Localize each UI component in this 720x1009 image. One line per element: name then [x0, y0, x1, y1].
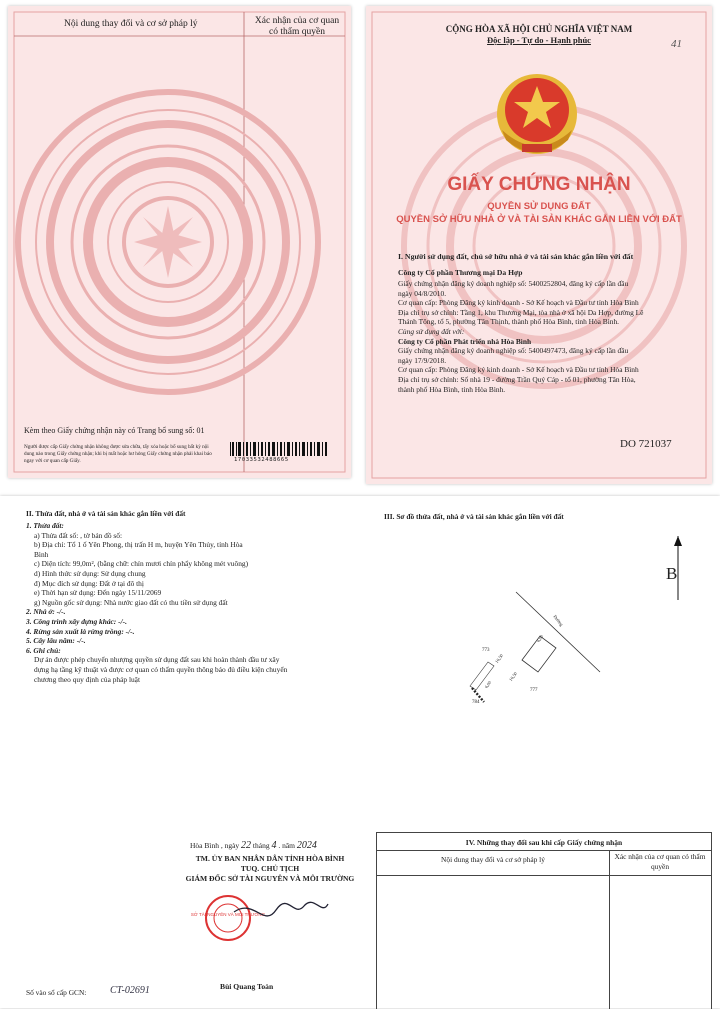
owner-2-line: ngày 17/9/2018.	[398, 355, 447, 365]
warning-text: Người được cấp Giấy chứng nhận không được sửa chữa, tẩy xóa hoặc bổ sung bất kỳ nội dung nào trong Giấy chứng nhận; khi bị mất hoặc hư hỏng Giấy chứng nhận phải khai báo ngay với cơ quan cấp Giấy.	[24, 444, 212, 464]
signing-date	[190, 840, 360, 851]
sign-date-prefix: Hòa Bình , ngày	[190, 841, 240, 850]
owner-2-line: Cơ quan cấp: Phòng Đăng ký kinh doanh - Sở Kế hoạch và Đầu tư tỉnh Hòa Bình	[398, 365, 639, 375]
official-stamp-and-signature	[190, 888, 344, 952]
owner-1-details	[398, 279, 643, 394]
perennial-item: 5. Cây lâu năm: -/-.	[26, 636, 86, 646]
adjacent-plot	[470, 662, 494, 690]
land-line: e) Thời hạn sử dụng: Đến ngày 15/11/2069	[34, 588, 162, 598]
change-content-header: Nội dung thay đổi và cơ sở pháp lý	[64, 19, 198, 29]
owner-1-line: Cơ quan cấp: Phòng Đăng ký kinh doanh - Sở Kế hoạch và Đầu tư tỉnh Hòa Bình	[398, 298, 639, 308]
land-line: g) Nguồn gốc sử dụng: Nhà nước giao đất có thu tiền sử dụng đất	[34, 597, 228, 607]
map-dimension: 6,00	[483, 679, 493, 690]
national-emblem	[492, 70, 582, 158]
national-title: CỘNG HÒA XÃ HỘI CHỦ NGHĨA VIỆT NAM	[445, 24, 633, 34]
owner-1-line: Địa chỉ trụ sở chính: Tầng 1, khu Thương Mại, tòa nhà ở xã hội Da Hợp, đường Lê	[398, 307, 644, 317]
map-dimension: 16,50	[508, 670, 519, 683]
certificate-subtitle-land: QUYỀN SỬ DỤNG ĐẤT	[487, 201, 591, 212]
note-line: dựng hạ tầng kỹ thuật và được cơ quan có thẩm quyền thông báo đủ điều kiện chuyển	[34, 664, 288, 674]
owner-2-line: thành phố Hòa Bình, tỉnh Hòa Bình.	[398, 384, 506, 394]
map-dimension: 6,00	[535, 633, 545, 644]
road-boundary	[516, 592, 600, 672]
attached-note: Kèm theo Giấy chứng nhận này có Trang bổ sung số: 01	[24, 426, 205, 435]
note-line: chương theo quy định của pháp luật	[34, 674, 141, 684]
owner-1-line: Thánh Tông, tổ 5, phường Tân Thịnh, thành phố Hòa Bình, tỉnh Hòa Bình.	[398, 317, 619, 327]
red-stamp	[191, 896, 266, 940]
section-2-heading: II. Thửa đất, nhà ở và tài sản khác gắn liền với đất	[26, 509, 186, 518]
sign-year: 2024	[296, 840, 317, 851]
certificate-subtitle-house: QUYỀN SỞ HỮU NHÀ Ở VÀ TÀI SẢN KHÁC GẮN LIỀN VỚI ĐẤT	[396, 214, 682, 225]
national-motto: Độc lập - Tự do - Hạnh phúc	[487, 35, 591, 45]
barcode-number: 17033532488665	[234, 457, 289, 463]
land-line: c) Diện tích: 99,0m², (bằng chữ: chín mươi chín phẩy không mét vuông)	[34, 559, 249, 569]
certificate-right-page	[366, 6, 712, 484]
signer-organization: TM. ỦY BAN NHÂN DÂN TỈNH HÒA BÌNH	[195, 854, 345, 863]
gcn-value: CT-02691	[110, 985, 150, 996]
col-authority-confirm: Xác nhận của cơ quan có thẩm quyền	[614, 852, 706, 871]
certificate-inside-page	[0, 496, 720, 1008]
sign-month-word: tháng	[252, 841, 270, 850]
section-1-heading: I. Người sử dụng đất, chủ sở hữu nhà ở và tài sản khác gắn liền với đất	[398, 252, 634, 261]
land-line: Bình	[34, 549, 49, 559]
sign-day: 22	[241, 840, 252, 851]
gcn-label: Số vào sổ cấp GCN:	[26, 988, 87, 997]
changes-table	[376, 832, 712, 1009]
signer-role: TUQ. CHỦ TỊCH	[240, 864, 300, 873]
land-plot-diagram	[460, 536, 690, 736]
handwritten-number: 41	[671, 38, 682, 50]
owner-2-name: Công ty Cổ phần Phát triển nhà Hòa Bình	[398, 336, 532, 346]
owner-1-name: Công ty Cổ phần Thương mại Da Hợp	[398, 268, 523, 277]
col-change-content: Nội dung thay đổi và cơ sở pháp lý	[441, 855, 545, 864]
land-line: a) Thửa đất số: , tờ bản đồ số:	[34, 530, 123, 540]
land-line: đ) Mục đích sử dụng: Đất ở tại đô thị	[34, 578, 144, 588]
section-4-heading: IV. Những thay đổi sau khi cấp Giấy chứng nhận	[465, 838, 623, 847]
drum-pattern-background	[8, 6, 351, 478]
note-line: Dự án được phép chuyển nhượng quyền sử dụng đất sau khi hoàn thành đầu tư xây	[34, 655, 280, 665]
north-label: B	[666, 564, 678, 583]
certificate-left-page	[8, 6, 351, 478]
owner-2-line: Giấy chứng nhận đăng ký doanh nghiệp số: 5400497473, đăng ký cấp lần đầu	[398, 346, 629, 356]
land-info-block	[26, 521, 361, 684]
section-3-heading: III. Sơ đồ thửa đất, nhà ở và tài sản khác gắn liền với đất	[384, 512, 564, 521]
stamp-text: SỞ TÀI NGUYÊN VÀ MÔI TRƯỜNG	[190, 912, 266, 917]
construction-item: 3. Công trình xây dựng khác: -/-.	[26, 616, 127, 626]
joint-use-label: Cùng sử dụng đất với:	[398, 326, 465, 336]
serial-number: DO 721037	[620, 438, 672, 450]
map-dimension: 16,50	[494, 652, 505, 665]
column-divider	[609, 850, 610, 1009]
sign-year-word: . năm	[278, 841, 296, 850]
land-line: d) Hình thức sử dụng: Sử dụng chung	[34, 568, 146, 578]
signer-role-director: GIÁM ĐỐC SỞ TÀI NGUYÊN VÀ MÔI TRƯỜNG	[185, 874, 355, 883]
owner-1-line: ngày 04/8/2010.	[398, 288, 447, 298]
forest-item: 4. Rừng sản xuất là rừng trồng: -/-.	[26, 626, 135, 636]
table-header-row	[377, 850, 711, 851]
signer-name: Bùi Quang Toàn	[220, 982, 274, 991]
land-line: b) Địa chỉ: Tổ 1 ố Yên Phong, thị trấn H m, huyện Yên Thủy, tỉnh Hòa	[34, 540, 243, 550]
map-label-road: Đường	[552, 614, 565, 627]
certificate-title: GIẤY CHỨNG NHẬN	[447, 174, 631, 195]
land-heading: 1. Thửa đất:	[26, 521, 64, 530]
note-heading: 6. Ghi chú:	[26, 645, 61, 655]
owner-2-line: Địa chỉ trụ sở chính: Số nhà 19 - đường Trần Quý Cáp - tổ 01, phường Tân Hòa,	[398, 374, 636, 384]
sign-month: 4	[271, 840, 277, 851]
table-header-bottom	[377, 875, 711, 876]
map-label-parcel: 773	[482, 648, 490, 653]
owner-1-line: Giấy chứng nhận đăng ký doanh nghiệp số: 5400252804, đăng ký cấp lần đầu	[398, 279, 629, 288]
map-label-parcel: 784	[472, 700, 480, 705]
map-label-parcel: 777	[530, 688, 538, 693]
authority-confirm-header: Xác nhận của cơ quan có thẩm quyền	[254, 16, 340, 37]
house-item: 2. Nhà ở: -/-.	[26, 607, 66, 617]
